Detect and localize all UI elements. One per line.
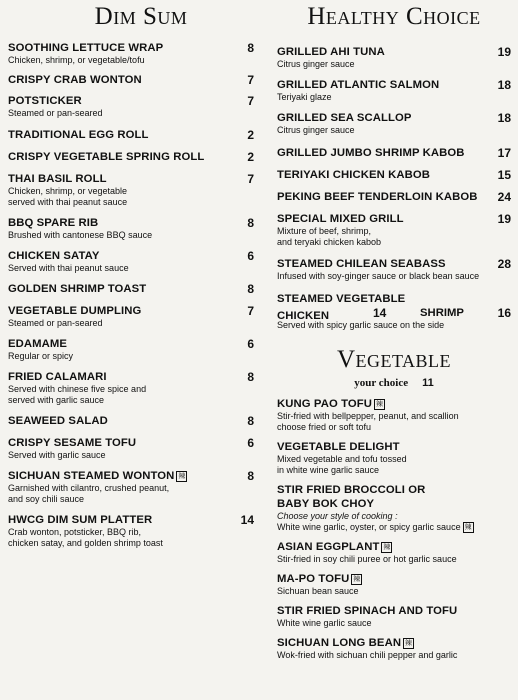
item-description-text: Served with garlic sauce bbox=[8, 450, 106, 460]
menu-item bbox=[277, 636, 511, 661]
item-name bbox=[277, 440, 511, 454]
item-description bbox=[8, 483, 254, 494]
item-description bbox=[8, 538, 254, 549]
menu-item bbox=[8, 282, 254, 296]
item-description-text: White wine garlic sauce bbox=[277, 618, 372, 628]
item-description bbox=[8, 527, 254, 538]
menu-item bbox=[8, 370, 254, 406]
item-name bbox=[277, 146, 511, 160]
shrimp-price: 16 bbox=[497, 306, 511, 320]
menu-item bbox=[8, 436, 254, 461]
item-name-text: CRISPY SESAME TOFU bbox=[8, 437, 137, 449]
item-name bbox=[277, 212, 511, 226]
menu-item bbox=[8, 216, 254, 241]
item-price: 14 bbox=[240, 513, 254, 527]
item-price: 6 bbox=[247, 337, 254, 351]
item-name bbox=[277, 572, 511, 586]
menu-item bbox=[277, 212, 511, 248]
menu-item bbox=[8, 513, 254, 549]
dim-sum-list bbox=[8, 41, 254, 549]
item-description-text: in white wine garlic sauce bbox=[277, 465, 380, 475]
item-price: 28 bbox=[497, 257, 511, 271]
item-name-text: VEGETABLE DUMPLING bbox=[8, 305, 142, 317]
menu-item bbox=[277, 45, 511, 70]
item-name bbox=[8, 150, 254, 164]
item-name bbox=[8, 414, 254, 428]
menu-item bbox=[277, 168, 511, 182]
item-description bbox=[277, 618, 511, 629]
menu-item bbox=[8, 172, 254, 208]
item-name bbox=[277, 78, 511, 92]
item-description bbox=[277, 454, 511, 465]
item-description-text: Garnished with cilantro, crushed peanut, bbox=[8, 483, 170, 493]
menu-item bbox=[277, 440, 511, 476]
item-description-text: Served with thai peanut sauce bbox=[8, 263, 129, 273]
item-description bbox=[8, 450, 254, 461]
item-name bbox=[277, 111, 511, 125]
item-name-text: STEAMED CHILEAN SEABASS bbox=[277, 258, 446, 270]
choice-price: 11 bbox=[422, 377, 434, 389]
item-description-text: served with garlic sauce bbox=[8, 395, 105, 405]
menu-item bbox=[8, 128, 254, 142]
item-price: 8 bbox=[247, 370, 254, 384]
menu-item bbox=[277, 483, 511, 533]
item-name bbox=[8, 41, 254, 55]
item-description-text: Infused with soy-ginger sauce or black bean sauce bbox=[277, 271, 480, 281]
item-price: 7 bbox=[247, 304, 254, 318]
item-description-text: Served with chinese five spice and bbox=[8, 384, 147, 394]
item-name bbox=[8, 513, 254, 527]
item-description-text: Mixture of beef, shrimp, bbox=[277, 226, 372, 236]
item-name bbox=[8, 216, 254, 230]
item-name-text: GRILLED ATLANTIC SALMON bbox=[277, 79, 440, 91]
item-name-text: STIR FRIED SPINACH AND TOFU bbox=[277, 605, 458, 617]
item-name bbox=[8, 469, 254, 483]
item-price: 15 bbox=[497, 168, 511, 182]
item-description-text: Stir-fried in soy chili puree or hot garlic sauce bbox=[277, 554, 457, 564]
menu-item bbox=[8, 249, 254, 274]
menu-item bbox=[8, 304, 254, 329]
menu-item bbox=[277, 146, 511, 160]
spicy-icon: 辣 bbox=[178, 473, 186, 480]
item-name bbox=[277, 604, 511, 618]
item-description-text: served with thai peanut sauce bbox=[8, 197, 128, 207]
item-name bbox=[8, 436, 254, 450]
item-description bbox=[277, 650, 511, 661]
item-name: STEAMED VEGETABLE bbox=[277, 293, 406, 305]
item-description-text: White wine garlic, oyster, or spicy garlic sauce bbox=[277, 522, 461, 532]
item-description-text: Crab wonton, potsticker, BBQ rib, bbox=[8, 527, 142, 537]
item-price: 17 bbox=[497, 146, 511, 160]
item-name-text: SICHUAN STEAMED WONTON bbox=[8, 470, 175, 482]
vegetable-list bbox=[277, 397, 511, 661]
vegetable-title: Vegetable bbox=[336, 346, 452, 373]
item-name-text: GOLDEN SHRIMP TOAST bbox=[8, 283, 147, 295]
item-description bbox=[277, 422, 511, 433]
healthy-choice-list bbox=[277, 45, 511, 282]
menu-item bbox=[277, 572, 511, 597]
item-name bbox=[8, 304, 254, 318]
item-description-text: Wok-fried with sichuan chili pepper and garlic bbox=[277, 650, 458, 660]
item-description: Served with spicy garlic sauce on the side bbox=[277, 320, 445, 330]
choice-label: your choice bbox=[354, 377, 409, 389]
item-price: 8 bbox=[247, 41, 254, 55]
dim-sum-title: Dim Sum bbox=[94, 3, 188, 30]
item-description-text: Citrus ginger sauce bbox=[277, 59, 355, 69]
item-name-text: GRILLED AHI TUNA bbox=[277, 46, 385, 58]
item-description bbox=[277, 125, 511, 136]
item-name bbox=[8, 94, 254, 108]
item-price: 7 bbox=[247, 94, 254, 108]
item-description-text: Chicken, shrimp, or vegetable bbox=[8, 186, 128, 196]
menu-item bbox=[8, 73, 254, 87]
item-name-text: PEKING BEEF TENDERLOIN KABOB bbox=[277, 191, 478, 203]
menu-item bbox=[277, 190, 511, 204]
menu-item bbox=[277, 111, 511, 136]
item-name-text: EDAMAME bbox=[8, 338, 68, 350]
item-price: 8 bbox=[247, 282, 254, 296]
item-description bbox=[8, 318, 254, 329]
item-price: 2 bbox=[247, 128, 254, 142]
item-description bbox=[277, 465, 511, 476]
item-description bbox=[8, 108, 254, 119]
menu-item bbox=[277, 257, 511, 282]
item-name-text: VEGETABLE DELIGHT bbox=[277, 441, 400, 453]
item-description-text: and soy chili sauce bbox=[8, 494, 85, 504]
vegetable-choice-line bbox=[277, 377, 511, 389]
item-name-text: GRILLED JUMBO SHRIMP KABOB bbox=[277, 147, 465, 159]
spicy-icon: 辣 bbox=[383, 544, 391, 551]
item-name-text: SEAWEED SALAD bbox=[8, 415, 108, 427]
item-name-text: GRILLED SEA SCALLOP bbox=[277, 112, 412, 124]
item-description bbox=[8, 230, 254, 241]
item-description bbox=[8, 55, 254, 66]
item-name-text: HWCG DIM SUM PLATTER bbox=[8, 514, 153, 526]
item-description-text: Brushed with cantonese BBQ sauce bbox=[8, 230, 153, 240]
menu-item bbox=[8, 150, 254, 164]
item-description-text: Regular or spicy bbox=[8, 351, 74, 361]
item-price: 19 bbox=[497, 212, 511, 226]
item-name-text: SICHUAN LONG BEAN bbox=[277, 637, 402, 649]
item-name-text: MA-PO TOFU bbox=[277, 573, 350, 585]
menu-item-steamed-vegetable bbox=[277, 292, 511, 331]
chicken-price: 14 bbox=[373, 306, 387, 320]
item-description bbox=[277, 271, 511, 282]
item-name bbox=[8, 370, 254, 384]
item-price: 8 bbox=[247, 216, 254, 230]
item-name-text: SPECIAL MIXED GRILL bbox=[277, 213, 404, 225]
item-description bbox=[277, 237, 511, 248]
item-name-text: STIR FRIED BROCCOLI OR bbox=[277, 484, 426, 496]
item-description-text: Teriyaki glaze bbox=[277, 92, 332, 102]
item-description bbox=[8, 263, 254, 274]
item-price: 18 bbox=[497, 78, 511, 92]
item-name bbox=[8, 172, 254, 186]
item-description bbox=[8, 197, 254, 208]
chicken-label: CHICKEN bbox=[277, 310, 330, 322]
item-name bbox=[8, 73, 254, 87]
item-price: 7 bbox=[247, 172, 254, 186]
item-name-text: ASIAN EGGPLANT bbox=[277, 541, 380, 553]
item-description-text: Mixed vegetable and tofu tossed bbox=[277, 454, 407, 464]
item-description-text: choose fried or soft tofu bbox=[277, 422, 372, 432]
menu-item bbox=[277, 78, 511, 103]
item-name-text: FRIED CALAMARI bbox=[8, 371, 107, 383]
item-name-text: BBQ SPARE RIB bbox=[8, 217, 99, 229]
item-name-line2: BABY BOK CHOY bbox=[277, 498, 375, 510]
item-name bbox=[277, 190, 511, 204]
menu-item bbox=[8, 41, 254, 66]
item-price: 6 bbox=[247, 249, 254, 263]
item-description-text: Chicken, shrimp, or vegetable/tofu bbox=[8, 55, 145, 65]
item-price: 6 bbox=[247, 436, 254, 450]
item-price: 24 bbox=[497, 190, 511, 204]
menu-item bbox=[8, 469, 254, 505]
item-description bbox=[277, 554, 511, 565]
dim-sum-column bbox=[8, 0, 254, 549]
item-name bbox=[8, 282, 254, 296]
item-name bbox=[8, 337, 254, 351]
item-name bbox=[8, 249, 254, 263]
item-name-text: THAI BASIL ROLL bbox=[8, 173, 107, 185]
item-description-text: Citrus ginger sauce bbox=[277, 125, 355, 135]
item-name-text: TERIYAKI CHICKEN KABOB bbox=[277, 169, 431, 181]
spicy-icon: 辣 bbox=[405, 640, 413, 647]
item-description bbox=[277, 59, 511, 70]
item-description bbox=[277, 411, 511, 422]
item-name bbox=[277, 540, 511, 554]
healthy-choice-title: Healthy Choice bbox=[307, 3, 481, 30]
item-description bbox=[277, 586, 511, 597]
item-price: 18 bbox=[497, 111, 511, 125]
item-price: 8 bbox=[247, 469, 254, 483]
item-name bbox=[277, 636, 511, 650]
item-name-text: KUNG PAO TOFU bbox=[277, 398, 373, 410]
right-column bbox=[277, 0, 511, 661]
item-description-text: and teryaki chicken kabob bbox=[277, 237, 382, 247]
item-price: 7 bbox=[247, 73, 254, 87]
item-price: 8 bbox=[247, 414, 254, 428]
item-name-text: CHICKEN SATAY bbox=[8, 250, 100, 262]
item-name-text: TRADITIONAL EGG ROLL bbox=[8, 129, 149, 141]
item-description-style: Choose your style of cooking : bbox=[277, 511, 398, 521]
menu-item bbox=[277, 540, 511, 565]
item-name bbox=[277, 45, 511, 59]
item-name-text: CRISPY VEGETABLE SPRING ROLL bbox=[8, 151, 205, 163]
item-price: 2 bbox=[247, 150, 254, 164]
menu-item bbox=[8, 337, 254, 362]
menu-item bbox=[8, 414, 254, 428]
item-description bbox=[277, 226, 511, 237]
item-description-text: Steamed or pan-seared bbox=[8, 318, 103, 328]
spicy-icon: 辣 bbox=[375, 401, 384, 408]
menu-item bbox=[8, 94, 254, 119]
item-name bbox=[8, 128, 254, 142]
item-description-text: chicken satay, and golden shrimp toast bbox=[8, 538, 163, 548]
item-description-text: Stir-fried with bellpepper, peanut, and scallion bbox=[277, 411, 459, 421]
item-description bbox=[277, 522, 511, 533]
spicy-icon: 辣 bbox=[353, 576, 361, 583]
item-name bbox=[277, 168, 511, 182]
menu-item bbox=[277, 397, 511, 433]
item-description-text: Sichuan bean sauce bbox=[277, 586, 359, 596]
item-description-text: Steamed or pan-seared bbox=[8, 108, 103, 118]
item-description bbox=[8, 351, 254, 362]
item-description bbox=[8, 494, 254, 505]
item-name bbox=[277, 257, 511, 271]
spicy-icon: 辣 bbox=[464, 524, 472, 531]
item-description bbox=[8, 186, 254, 197]
item-name bbox=[277, 483, 511, 497]
item-name-text: SOOTHING LETTUCE WRAP bbox=[8, 42, 164, 54]
item-name-text: CRISPY CRAB WONTON bbox=[8, 74, 142, 86]
item-description bbox=[277, 92, 511, 103]
menu-item bbox=[277, 604, 511, 629]
item-name bbox=[277, 397, 511, 411]
item-name-text: POTSTICKER bbox=[8, 95, 82, 107]
item-description bbox=[8, 384, 254, 395]
shrimp-label: SHRIMP bbox=[420, 307, 464, 319]
item-description bbox=[8, 395, 254, 406]
item-price: 19 bbox=[497, 45, 511, 59]
